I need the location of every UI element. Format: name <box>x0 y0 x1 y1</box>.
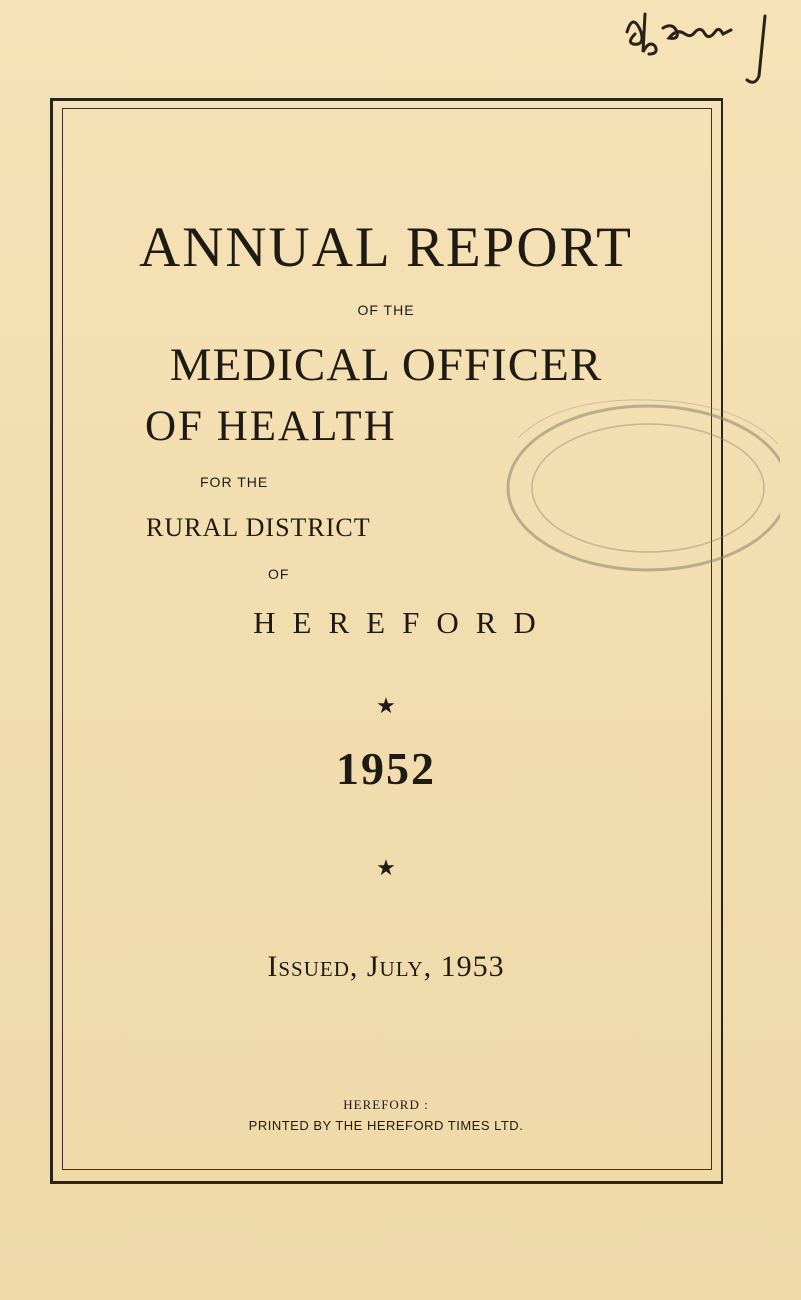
of-the-text: OF THE <box>357 302 415 318</box>
handwritten-annotation <box>615 2 785 92</box>
hereford-heading: HEREFORD <box>253 605 553 640</box>
printer-line: PRINTED BY THE HEREFORD TIMES LTD. <box>248 1118 524 1133</box>
for-the-text: FOR THE <box>200 474 269 490</box>
medical-officer-heading: MEDICAL OFFICER <box>169 339 603 391</box>
printer-place: HEREFORD : <box>343 1097 429 1112</box>
rural-district-heading: RURAL DISTRICT <box>146 513 371 542</box>
star-icon: ★ <box>376 855 396 880</box>
star-icon: ★ <box>376 693 396 718</box>
library-stamp <box>408 398 780 588</box>
issued-text: Issued, July, 1953 <box>267 950 505 983</box>
of-text: OF <box>268 566 290 582</box>
of-health-heading: OF HEALTH <box>145 403 397 450</box>
report-year: 1952 <box>336 743 436 794</box>
report-title: ANNUAL REPORT <box>139 216 633 279</box>
issued-date <box>62 950 710 984</box>
